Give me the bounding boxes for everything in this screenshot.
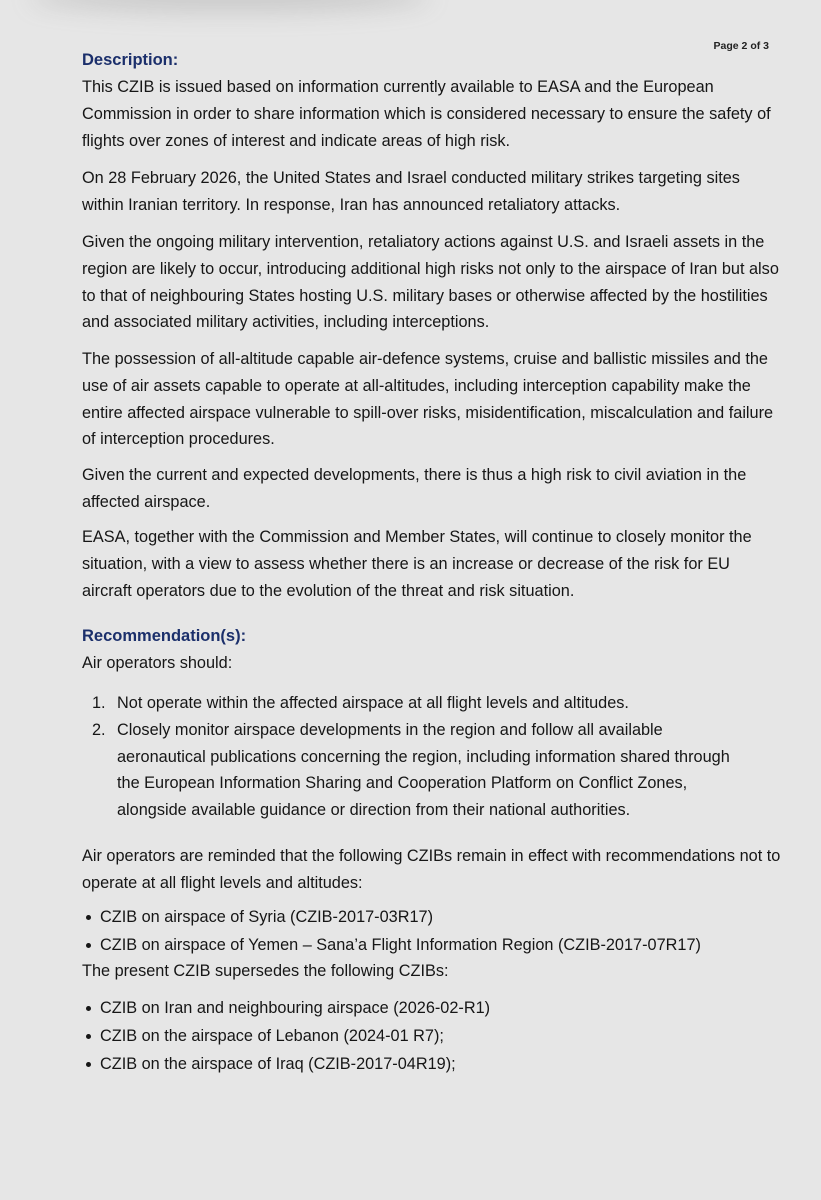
bullet-icon [86,1062,91,1067]
recommendation-item [92,690,752,717]
recommendations-list [92,690,752,824]
list-item [82,932,762,960]
in-effect-list [82,904,762,960]
list-item-text: CZIB on the airspace of Lebanon (2024-01 R7); [100,1027,444,1045]
page-number: Page 2 of 3 [713,40,769,52]
description-paragraph-3: Given the ongoing military intervention, retaliatory actions against U.S. and Israeli assets in the region are likely to occur, introducing additional high risks not only to the airspace of Iran but also to that of neighbouring States hosting U.S. military bases or otherwise affected by the hostilities and associated military activities, including interceptions. [82,233,779,332]
bullet-icon [86,915,91,920]
list-item-text: CZIB on Iran and neighbouring airspace (2026-02-R1) [100,999,491,1017]
description-heading: Description: [82,51,179,69]
description-paragraph-6: EASA, together with the Commission and Member States, will continue to closely monitor the situation, with a view to assess whether there is an increase or decrease of the risk for EU aircraft operators due to the evolution of the threat and risk situation. [82,528,752,600]
bullet-icon [86,1006,91,1011]
reminder-paragraph: Air operators are reminded that the following CZIBs remain in effect with recommendations not to operate at all flight levels and altitudes: [82,847,781,892]
recommendations-intro: Air operators should: [82,654,233,672]
recommendation-number: 2. [92,720,106,739]
list-item-text: CZIB on the airspace of Iraq (CZIB-2017-04R19); [100,1055,456,1073]
list-item [82,1051,762,1079]
description-paragraph-2: On 28 February 2026, the United States and Israel conducted military strikes targeting sites within Iranian territory. In response, Iran has announced retaliatory attacks. [82,169,740,214]
list-item [82,1023,762,1051]
description-paragraph-4: The possession of all-altitude capable air-defence systems, cruise and ballistic missiles and the use of air assets capable to operate at all-altitudes, including interception capability make the entire affected airspace vulnerable to spill-over risks, misidentification, miscalculation and failure of interception procedures. [82,350,774,449]
recommendation-text: Not operate within the affected airspace at all flight levels and altitudes. [117,694,629,712]
description-paragraph-1: This CZIB is issued based on information currently available to EASA and the European Commission in order to share information which is considered necessary to ensure the safety of flights over zones of interest and indicate areas of high risk. [82,78,771,150]
description-paragraph-5: Given the current and expected developments, there is thus a high risk to civil aviation in the affected airspace. [82,466,747,511]
bullet-icon [86,943,91,948]
recommendation-item [92,717,752,824]
bullet-icon [86,1034,91,1039]
recommendation-text: Closely monitor airspace developments in the region and follow all available aeronautical publications concerning the region, including information shared through the European Information Sharing and Cooperation Platform on Conflict Zones, alongside available guidance or direction from their national authorities. [117,720,730,820]
list-item [82,904,762,932]
list-item [82,995,762,1023]
recommendations-heading: Recommendation(s): [82,627,247,645]
list-item-text: CZIB on airspace of Yemen – Sana’a Flight Information Region (CZIB-2017-07R17) [100,936,701,954]
supersedes-paragraph: The present CZIB supersedes the following CZIBs: [82,962,449,980]
list-item-text: CZIB on airspace of Syria (CZIB-2017-03R17) [100,908,433,926]
superseded-list [82,995,762,1079]
recommendation-number: 1. [92,694,106,712]
